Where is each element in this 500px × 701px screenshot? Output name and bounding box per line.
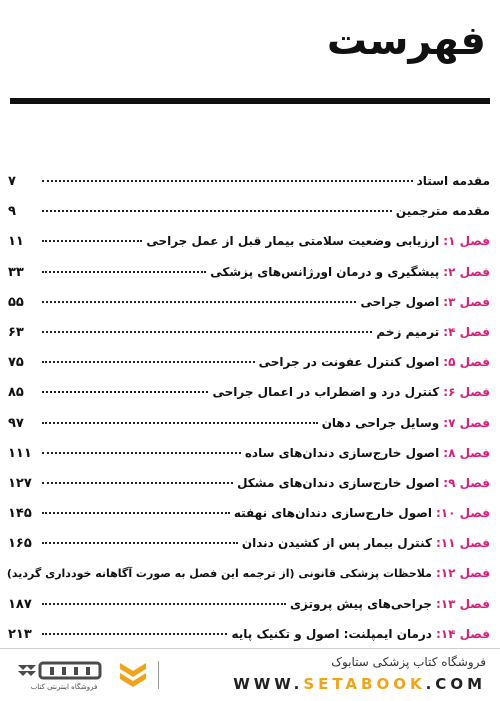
dot-leader: [42, 301, 356, 303]
footer: [0, 648, 500, 701]
toc-entry[interactable]: [8, 265, 490, 295]
toc-entry[interactable]: [8, 446, 490, 476]
page-number: ۷۵: [8, 355, 24, 371]
chapter-label: فصل ۸:: [443, 445, 490, 460]
title-rule: [10, 98, 490, 104]
page-number: ۱۱: [8, 234, 24, 250]
page-number: ۱۶۵: [8, 536, 32, 552]
chapter-label: فصل ۱۰:: [435, 506, 490, 521]
dot-leader: [42, 603, 286, 605]
toc-entry[interactable]: [8, 506, 490, 536]
chapter-label: فصل ۶:: [443, 385, 490, 400]
page-number: ۹: [8, 204, 16, 220]
toc-entry[interactable]: [8, 204, 490, 234]
dot-leader: [42, 240, 142, 242]
toc-entry[interactable]: [8, 355, 490, 385]
page-number: ۱۲۷: [8, 475, 32, 491]
entry-title: مقدمه استاد: [416, 174, 490, 188]
dot-leader: [42, 331, 372, 333]
dot-leader: [42, 180, 413, 182]
entry-title: ارزیابی وضعیت سلامتی بیمار قبل از عمل جراحی: [146, 234, 440, 249]
chapter-label: فصل ۱:: [443, 234, 490, 249]
page-number: ۱۴۵: [8, 506, 32, 522]
toc-entry[interactable]: [8, 566, 490, 596]
dot-leader: [42, 542, 238, 544]
chapter-label: فصل ۱۲:: [435, 566, 490, 581]
page-number: ۳۳: [8, 264, 24, 280]
toc-entry[interactable]: [8, 536, 490, 566]
entry-title: ترمیم زخم: [376, 324, 440, 339]
dot-leader: [42, 422, 318, 424]
chapter-label: فصل ۹:: [443, 475, 490, 490]
store-url[interactable]: [233, 675, 486, 693]
toc-entry[interactable]: [8, 325, 490, 355]
entry-title: اصول خارج‌سازی دندان‌های ساده: [244, 445, 440, 460]
page-number: ۵۵: [8, 294, 24, 310]
page-number: ۱۱۱: [8, 445, 32, 461]
toc-entry[interactable]: [8, 174, 490, 204]
chapter-label: فصل ۱۳:: [435, 596, 490, 611]
entry-title: اصول کنترل عفونت در جراحی: [258, 355, 440, 370]
book-mark-icon: [118, 659, 148, 691]
dot-leader: [42, 512, 230, 514]
url-prefix: WWW.: [233, 675, 304, 693]
entry-title: وسایل جراحی دهان: [321, 415, 440, 430]
chapter-label: فصل ۵:: [443, 355, 490, 370]
chapter-label: فصل ۳:: [443, 294, 490, 309]
entry-title: مقدمه مترجمین: [395, 204, 490, 219]
chapter-label: فصل ۷:: [443, 415, 490, 430]
entry-title: درمان ایمپلنت: اصول و تکنیک پایه: [231, 626, 432, 641]
toc-entry[interactable]: [8, 234, 490, 264]
url-suffix: .COM: [425, 675, 486, 693]
entry-title: کنترل بیمار پس از کشیدن دندان: [241, 536, 432, 551]
dot-leader: [42, 271, 206, 273]
chapter-label: فصل ۲:: [443, 264, 490, 279]
toc-entry[interactable]: [8, 385, 490, 415]
entry-title: اصول خارج‌سازی دندان‌های مشکل: [237, 475, 440, 490]
page-number: ۹۷: [8, 415, 24, 431]
dot-leader: [42, 391, 208, 393]
dot-leader: [42, 452, 241, 454]
chapter-label: فصل ۴:: [443, 324, 490, 339]
toc-entry[interactable]: [8, 416, 490, 446]
entry-title: جراحی‌های پیش پروتزی: [289, 596, 432, 611]
dot-leader: [42, 482, 233, 484]
table-of-contents: [8, 174, 490, 657]
toc-entry[interactable]: [8, 295, 490, 325]
logo-tagline: فروشگاه اینترنتی کتاب: [30, 683, 98, 691]
dot-leader: [42, 361, 255, 363]
toc-entry[interactable]: [8, 597, 490, 627]
entry-title: پیشگیری و درمان اورژانس‌های پزشکی: [210, 264, 440, 279]
entry-title: اصول خارج‌سازی دندان‌های نهفته: [233, 506, 432, 521]
entry-title: ملاحظات پزشکی قانونی (از ترجمه این فصل به صورت آگاهانه خودداری گردید): [6, 567, 432, 581]
dot-leader: [42, 210, 392, 212]
chapter-label: فصل ۱۱:: [435, 536, 490, 551]
entry-title: اصول جراحی: [360, 294, 440, 309]
page-number: ۷: [8, 174, 16, 189]
chapter-label: فصل ۱۴:: [435, 626, 490, 641]
page-number: ۶۳: [8, 324, 24, 340]
page-number: ۲۱۳: [8, 626, 32, 642]
footer-divider: [158, 661, 159, 689]
dot-leader: [42, 633, 227, 635]
url-accent: SETABOOK: [303, 675, 426, 693]
page-number: ۸۵: [8, 385, 24, 401]
entry-title: کنترل درد و اضطراب در اعمال جراحی: [212, 385, 440, 400]
page-title: فهرست: [326, 18, 486, 64]
page-number: ۱۸۷: [8, 596, 32, 612]
toc-entry[interactable]: [8, 476, 490, 506]
store-name: فروشگاه کتاب پزشکی ستابوک: [331, 655, 486, 669]
setabook-logo-icon: [14, 657, 106, 693]
